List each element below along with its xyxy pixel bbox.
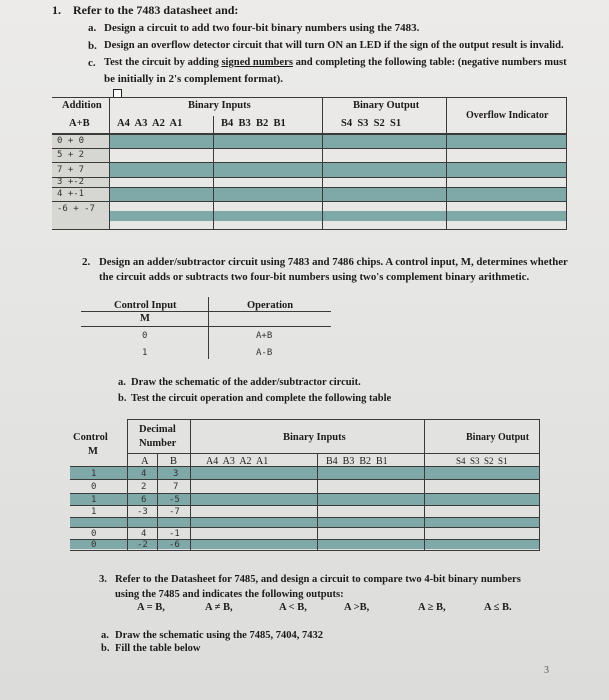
table-row-addition: 3 +-2	[57, 177, 85, 187]
t2-s-bits-header: S4 S3 S2 S1	[456, 456, 508, 466]
q3a-label: a.	[101, 630, 109, 641]
t2-row-a: -3	[137, 507, 148, 517]
t2-row-a: -2	[137, 540, 148, 550]
col-s-bits-header: S4 S3 S2 S1	[341, 118, 402, 129]
comparator-output-eq: A = B,	[137, 602, 165, 613]
q3-text: Refer to the Datasheet for 7485, and design a circuit to compare two 4-bit binary numbers	[115, 574, 521, 585]
col-overflow-header: Overflow Indicator	[466, 110, 549, 121]
col-a-bits-header: A4 A3 A2 A1	[117, 118, 183, 129]
q2-text: Design an adder/subtractor circuit using 7483 and 7486 chips. A control input, M, determines whether	[99, 256, 568, 268]
q1b-label: b.	[88, 40, 97, 52]
t2-row-m: 0	[91, 529, 97, 539]
t2-row-b: -5	[169, 495, 180, 505]
q1c-text-cont: be initially in 2's complement format).	[104, 73, 284, 85]
col-addition-header: Addition	[62, 100, 102, 111]
q3-text-cont: using the 7485 and indicates the following outputs:	[115, 589, 344, 600]
comparator-output-lt: A < B,	[279, 602, 307, 613]
q1a-label: a.	[88, 22, 97, 34]
t2-row-b: 7	[173, 482, 179, 492]
table-row-addition: 4 +-1	[57, 189, 85, 199]
t2-binary-output-header: Binary Output	[466, 432, 530, 443]
q3-number: 3.	[99, 574, 107, 585]
table-row-addition: 7 + 7	[57, 165, 85, 175]
t2-row-a: 2	[141, 482, 147, 492]
q3b-text: Fill the table below	[115, 643, 201, 654]
table-row-addition: 5 + 2	[57, 150, 85, 160]
t2-row-b: -6	[169, 540, 180, 550]
table-row-addition: -6 + -7	[57, 204, 95, 214]
q2-text-cont: the circuit adds or subtracts two four-bit numbers using two's complement binary arithmetic.	[99, 271, 530, 283]
ctrl-control-header: Control Input	[114, 300, 177, 311]
t2-row-a: 4	[141, 529, 147, 539]
t2-a-bits-header: A4 A3 A2 A1	[206, 456, 269, 467]
comparator-output-lte: A ≤ B.	[484, 602, 512, 613]
t2-decimal-header: Decimal	[139, 424, 176, 435]
ctrl-m-header: M	[140, 313, 150, 324]
q1b-text: Design an overflow detector circuit that will turn ON an LED if the sign of the output result is invalid.	[104, 40, 564, 51]
ctrl-row-m: 0	[142, 331, 148, 341]
t2-row-a: 6	[141, 495, 147, 505]
comparator-output-gt: A >B,	[344, 602, 370, 613]
page-number: 3	[544, 665, 549, 676]
col-b-bits-header: B4 B3 B2 B1	[221, 118, 286, 129]
q2a-label: a.	[118, 377, 126, 388]
comparator-output-neq: A ≠ B,	[205, 602, 233, 613]
q3b-label: b.	[101, 643, 110, 654]
t2-b-bits-header: B4 B3 B2 B1	[326, 456, 388, 467]
q1c-label: c.	[88, 57, 96, 69]
q2b-label: b.	[118, 393, 127, 404]
ctrl-row-op: A+B	[256, 331, 273, 341]
comparator-output-gte: A ≥ B,	[418, 602, 446, 613]
t2-row-b: 3	[173, 469, 179, 479]
ctrl-operation-header: Operation	[247, 300, 294, 311]
table-row-addition: 0 + 0	[57, 136, 85, 146]
t2-number-header: Number	[139, 438, 177, 449]
q1-number: 1.	[52, 3, 61, 17]
t2-row-m: 1	[91, 469, 97, 479]
ctrl-row-m: 1	[142, 348, 148, 358]
t2-row-m: 1	[91, 507, 97, 517]
q2-number: 2.	[82, 256, 91, 268]
t2-control-header: Control	[73, 432, 108, 443]
t2-row-m: 0	[91, 540, 97, 550]
col-binary-inputs-header: Binary Inputs	[188, 100, 251, 111]
q2b-text: Test the circuit operation and complete the following table	[131, 393, 392, 404]
col-ab-header: A+B	[69, 118, 90, 129]
t2-binary-inputs-header: Binary Inputs	[283, 432, 346, 443]
ctrl-row-op: A-B	[256, 348, 273, 358]
q1-title: Refer to the 7483 datasheet and:	[73, 3, 239, 17]
t2-row-b: -1	[169, 529, 180, 539]
t2-m-header: M	[88, 446, 98, 457]
q2a-text: Draw the schematic of the adder/subtractor circuit.	[131, 377, 361, 388]
t2-row-m: 0	[91, 482, 97, 492]
t2-row-m: 1	[91, 495, 97, 505]
t2-row-b: -7	[169, 507, 180, 517]
t2-a-header: A	[141, 456, 149, 467]
col-binary-output-header: Binary Output	[353, 100, 420, 111]
q1c-text: Test the circuit by adding signed numbers and completing the following table: (negative numbers must	[104, 57, 567, 68]
q3a-text: Draw the schematic using the 7485, 7404, 7432	[115, 630, 323, 641]
q1a-text: Design a circuit to add two four-bit binary numbers using the 7483.	[104, 22, 420, 34]
t2-row-a: 4	[141, 469, 147, 479]
t2-b-header: B	[170, 456, 178, 467]
